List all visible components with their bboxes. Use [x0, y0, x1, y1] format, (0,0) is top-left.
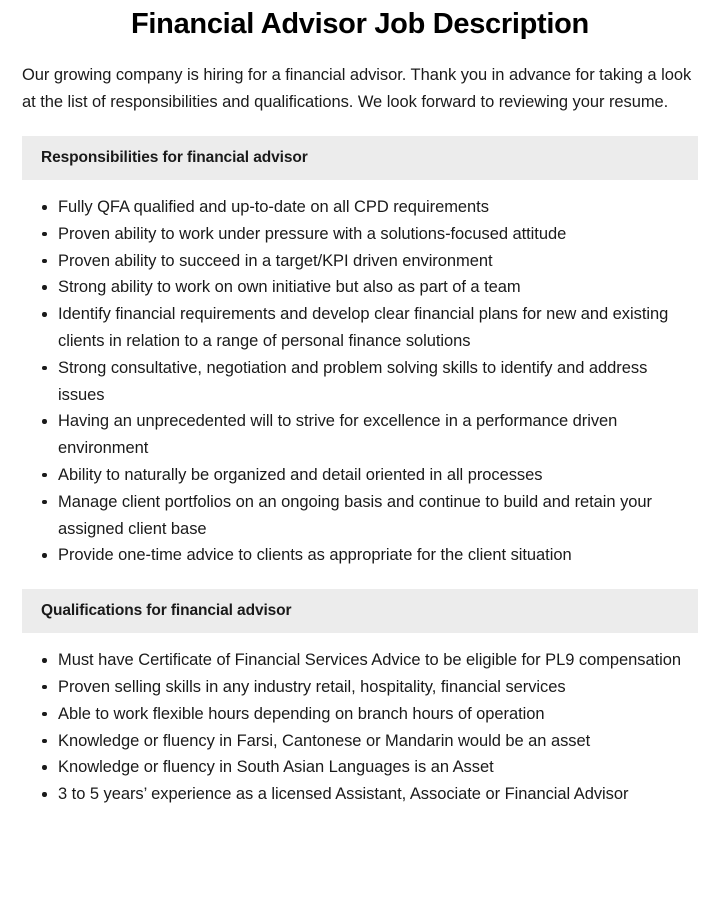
list-item: Able to work flexible hours depending on branch hours of operation — [22, 701, 698, 728]
list-item: Ability to naturally be organized and detail oriented in all processes — [22, 462, 698, 489]
responsibilities-list — [22, 180, 698, 569]
section-heading-label: Responsibilities for financial advisor — [41, 149, 308, 166]
list-item: Knowledge or fluency in South Asian Languages is an Asset — [22, 754, 698, 781]
list-item: Must have Certificate of Financial Services Advice to be eligible for PL9 compensation — [22, 647, 698, 674]
list-item: Knowledge or fluency in Farsi, Cantonese or Mandarin would be an asset — [22, 728, 698, 755]
section-header-qualifications — [22, 589, 698, 633]
list-item: 3 to 5 years’ experience as a licensed Assistant, Associate or Financial Advisor — [22, 781, 698, 808]
list-item: Proven ability to succeed in a target/KPI driven environment — [22, 248, 698, 275]
page-title: Financial Advisor Job Description — [131, 8, 589, 40]
list-item: Proven ability to work under pressure with a solutions-focused attitude — [22, 221, 698, 248]
list-item: Strong ability to work on own initiative but also as part of a team — [22, 274, 698, 301]
qualifications-list — [22, 633, 698, 808]
list-item: Provide one-time advice to clients as appropriate for the client situation — [22, 542, 698, 569]
list-item: Manage client portfolios on an ongoing basis and continue to build and retain your assigned client base — [22, 489, 698, 543]
list-item: Strong consultative, negotiation and problem solving skills to identify and address issues — [22, 355, 698, 409]
list-item: Fully QFA qualified and up-to-date on all CPD requirements — [22, 194, 698, 221]
section-header-responsibilities — [22, 136, 698, 180]
list-item: Identify financial requirements and develop clear financial plans for new and existing clients in relation to a range of personal finance solutions — [22, 301, 698, 355]
list-item: Proven selling skills in any industry retail, hospitality, financial services — [22, 674, 698, 701]
section-heading-label: Qualifications for financial advisor — [41, 602, 292, 620]
intro-paragraph: Our growing company is hiring for a financial advisor. Thank you in advance for taking a look at the list of responsibilities and qualifications. We look forward to reviewing your resume. — [22, 66, 692, 111]
list-item: Having an unprecedented will to strive for excellence in a performance driven environment — [22, 408, 698, 462]
